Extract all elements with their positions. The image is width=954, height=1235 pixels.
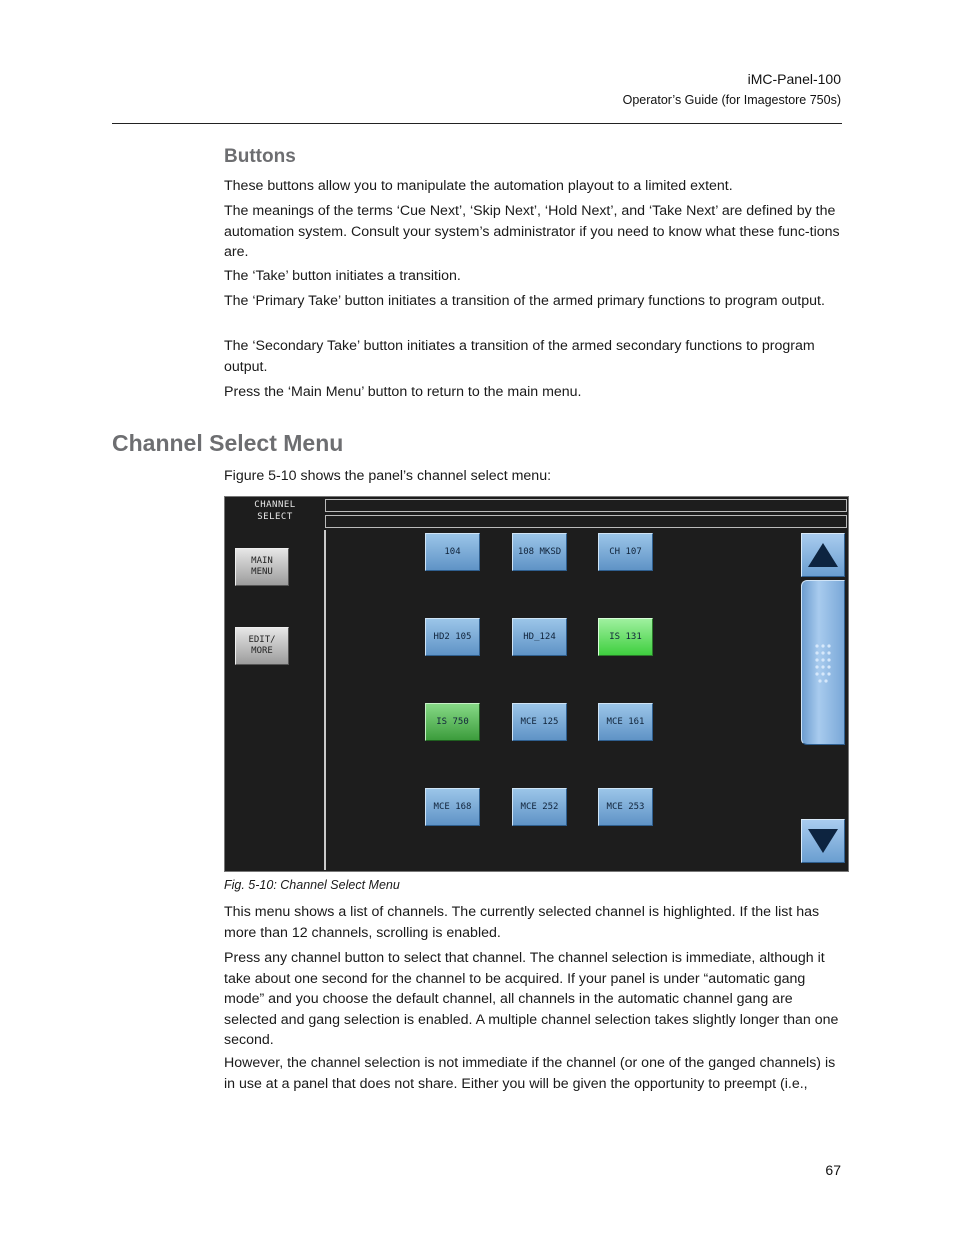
channel-button[interactable]: CH 107: [598, 533, 653, 571]
running-header-title: iMC-Panel-100: [747, 71, 841, 87]
channel-button[interactable]: MCE 253: [598, 788, 653, 826]
channel-button[interactable]: IS 131: [598, 618, 653, 656]
channel-button[interactable]: IS 750: [425, 703, 480, 741]
channel-button[interactable]: 104: [425, 533, 480, 571]
channel-button[interactable]: MCE 125: [512, 703, 567, 741]
edit-more-button[interactable]: EDIT/ MORE: [235, 627, 289, 665]
channel-button[interactable]: MCE 168: [425, 788, 480, 826]
buttons-paragraph: The meanings of the terms ‘Cue Next’, ‘Skip Next’, ‘Hold Next’, and ‘Take Next’ are defined by the automation system. Consult your system’s administrator if you need to know what these func-tions are.: [224, 203, 840, 260]
channel-select-screenshot: [224, 496, 849, 872]
scroll-up-button[interactable]: [801, 533, 845, 577]
channel-paragraph: This menu shows a list of channels. The currently selected channel is highlighted. If the list has more than 12 channels, scrolling is enabled.: [224, 904, 820, 941]
channel-button[interactable]: MCE 161: [598, 703, 653, 741]
buttons-paragraph: The ‘Primary Take’ button initiates a transition of the armed primary functions to program output.: [224, 293, 825, 309]
figure-caption: Fig. 5-10: Channel Select Menu: [224, 878, 400, 892]
channel-button[interactable]: MCE 252: [512, 788, 567, 826]
channel-paragraph: However, the channel selection is not immediate if the channel (or one of the ganged channels) is in use at a panel that does not share. Either you will be given the opportunity to preempt (i.e.,: [224, 1055, 836, 1092]
header-rule: [112, 123, 842, 124]
triangle-up-icon: [806, 540, 840, 570]
main-menu-button[interactable]: MAIN MENU: [235, 548, 289, 586]
status-strip: [325, 515, 847, 528]
running-header-subtitle: Operator’s Guide (for Imagestore 750s): [622, 93, 841, 107]
channel-paragraph: Press any channel button to select that channel. The channel selection is immediate, although it take about one second for the channel to be acquired. If your panel is under “automatic gang mode” and you choose the default channel, all channels in the automatic channel gang are selected and gang selection is enabled. A multiple channel selection takes slightly longer than one second.: [224, 950, 839, 1048]
buttons-heading: Buttons: [224, 146, 296, 167]
status-strip: [325, 499, 847, 512]
scroll-thumb[interactable]: [801, 580, 845, 745]
buttons-paragraph: These buttons allow you to manipulate the automation playout to a limited extent.: [224, 178, 733, 194]
buttons-paragraph: Press the ‘Main Menu’ button to return to the main menu.: [224, 384, 582, 400]
panel-title: CHANNEL SELECT: [254, 500, 296, 522]
channel-button[interactable]: HD_124: [512, 618, 567, 656]
page-number: 67: [825, 1162, 841, 1178]
channel-select-heading: Channel Select Menu: [112, 430, 344, 456]
figure-intro: Figure 5-10 shows the panel’s channel select menu:: [224, 468, 552, 484]
buttons-paragraph: The ‘Take’ button initiates a transition.: [224, 268, 461, 284]
scroll-down-button[interactable]: [801, 819, 845, 863]
buttons-paragraph: The ‘Secondary Take’ button initiates a transition of the armed secondary functions to program output.: [224, 338, 815, 375]
grip-icon: [812, 641, 834, 685]
panel-divider: [324, 530, 326, 870]
channel-button[interactable]: 108 MKSD: [512, 533, 567, 571]
triangle-down-icon: [806, 826, 840, 856]
channel-button[interactable]: HD2 105: [425, 618, 480, 656]
